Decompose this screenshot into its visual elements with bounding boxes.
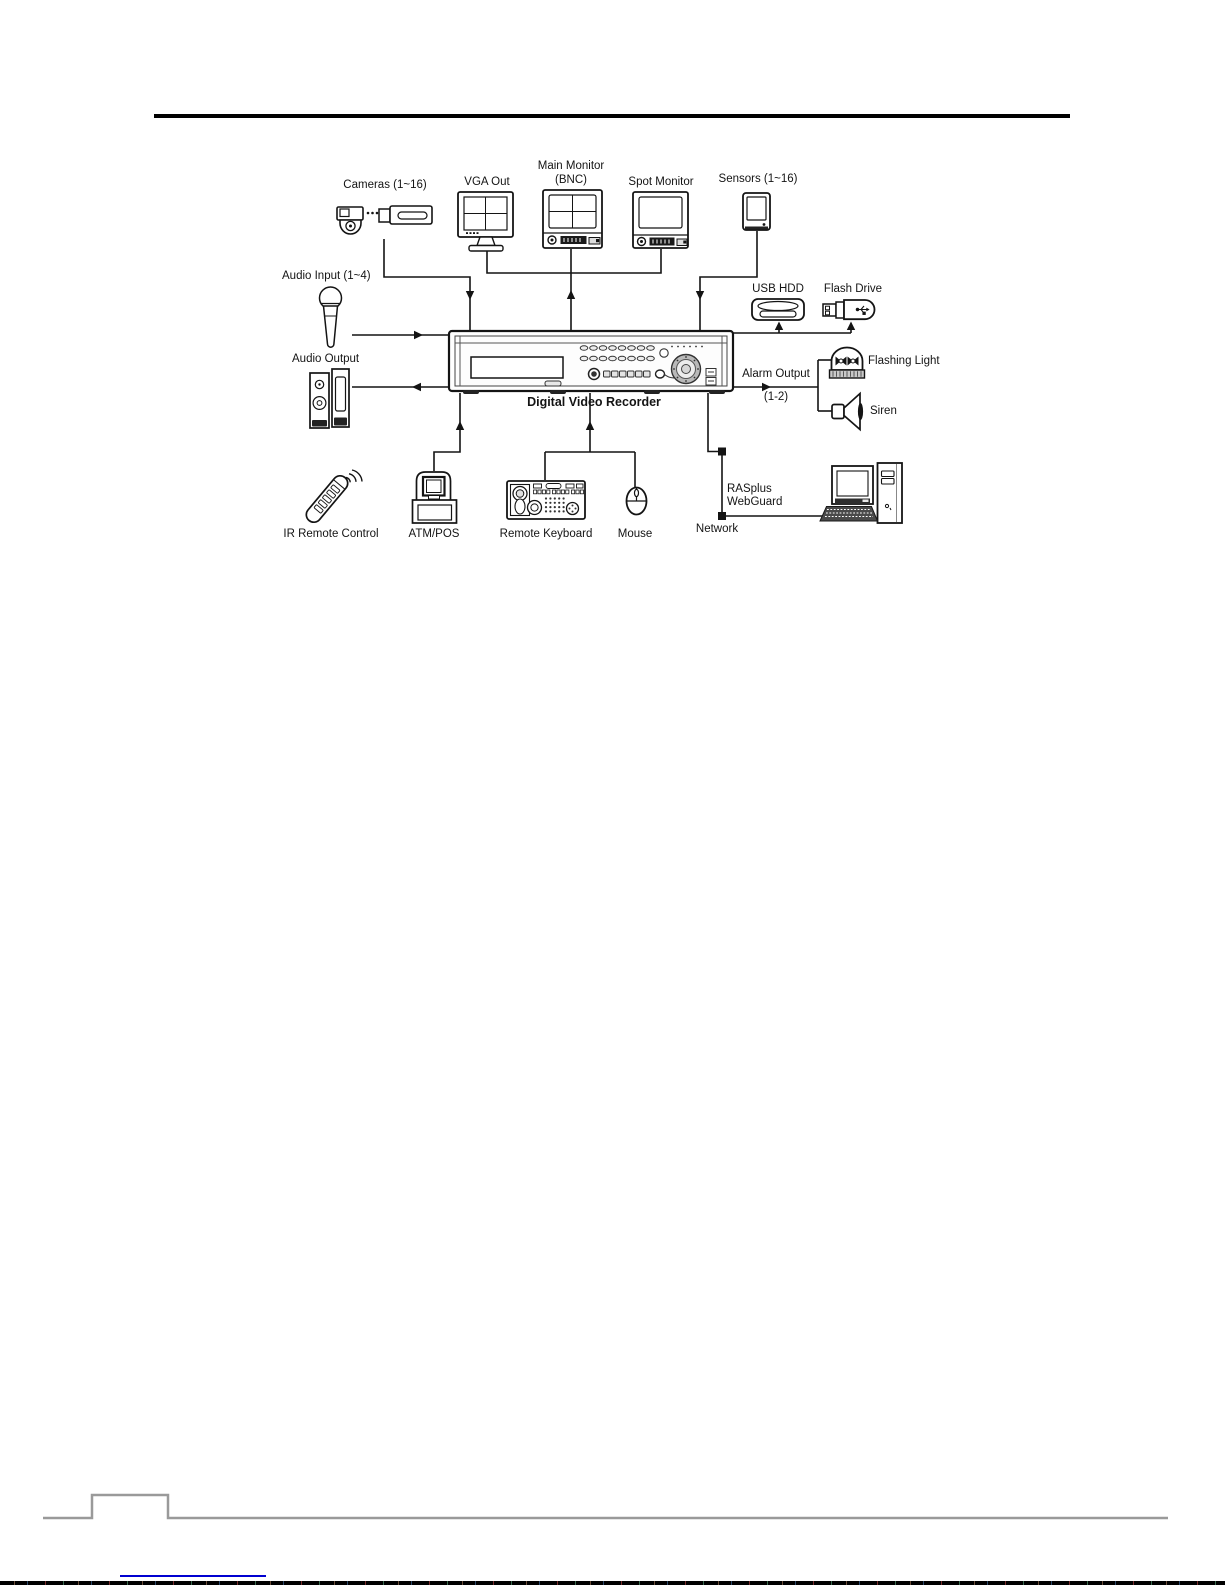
label-mouse: Mouse bbox=[617, 528, 653, 540]
label-alarm-output: Alarm Output bbox=[742, 368, 810, 380]
sensor-icon bbox=[743, 193, 770, 230]
vga-monitor-icon bbox=[458, 192, 513, 251]
flash-drive-icon bbox=[823, 300, 875, 319]
computer-icon bbox=[820, 463, 902, 523]
label-main-monitor: Main Monitor bbox=[537, 160, 605, 172]
dome-camera-icon bbox=[337, 207, 363, 234]
mouse-icon bbox=[627, 488, 647, 515]
label-audio-input: Audio Input (1~4) bbox=[282, 270, 371, 282]
remote-keyboard-icon bbox=[507, 481, 585, 519]
box-camera-icon bbox=[379, 206, 432, 224]
junction-dot bbox=[718, 512, 726, 520]
jog-dial bbox=[672, 355, 701, 384]
ellipsis-icon bbox=[367, 212, 379, 215]
page-edge-artifact bbox=[0, 1581, 1225, 1585]
spot-monitor-icon bbox=[633, 192, 688, 248]
link-underline[interactable] bbox=[120, 1575, 266, 1577]
dvr-unit-icon bbox=[449, 331, 733, 394]
label-ir-remote: IR Remote Control bbox=[283, 528, 379, 540]
label-rasplus: RASplus bbox=[727, 483, 772, 495]
usb-hdd-icon bbox=[752, 299, 804, 320]
speakers-icon bbox=[310, 369, 349, 428]
label-usb-hdd: USB HDD bbox=[752, 283, 804, 295]
label-sensors: Sensors (1~16) bbox=[718, 173, 798, 185]
label-main-monitor-bnc: (BNC) bbox=[555, 174, 587, 186]
label-webguard: WebGuard bbox=[727, 496, 783, 508]
footer-tab-line bbox=[43, 1495, 1168, 1518]
flashing-light-icon bbox=[830, 348, 865, 379]
label-atm-pos: ATM/POS bbox=[408, 528, 460, 540]
label-network: Network bbox=[695, 523, 739, 535]
ir-waves-icon bbox=[346, 470, 362, 482]
label-vga-out: VGA Out bbox=[464, 176, 510, 188]
label-alarm-range: (1-2) bbox=[763, 391, 789, 403]
label-audio-output: Audio Output bbox=[292, 353, 360, 365]
label-spot-monitor: Spot Monitor bbox=[628, 176, 694, 188]
label-flashing-light: Flashing Light bbox=[868, 355, 940, 367]
junction-dot bbox=[718, 448, 726, 456]
siren-icon bbox=[832, 394, 863, 430]
atm-pos-icon bbox=[413, 472, 457, 523]
main-monitor-icon bbox=[543, 190, 602, 248]
label-flash-drive: Flash Drive bbox=[823, 283, 883, 295]
dvr-title: Digital Video Recorder bbox=[527, 395, 661, 409]
label-siren: Siren bbox=[870, 405, 897, 417]
label-cameras: Cameras (1~16) bbox=[343, 179, 427, 191]
label-remote-keyboard: Remote Keyboard bbox=[499, 528, 593, 540]
microphone-icon bbox=[320, 287, 342, 347]
ir-remote-icon bbox=[303, 470, 362, 525]
